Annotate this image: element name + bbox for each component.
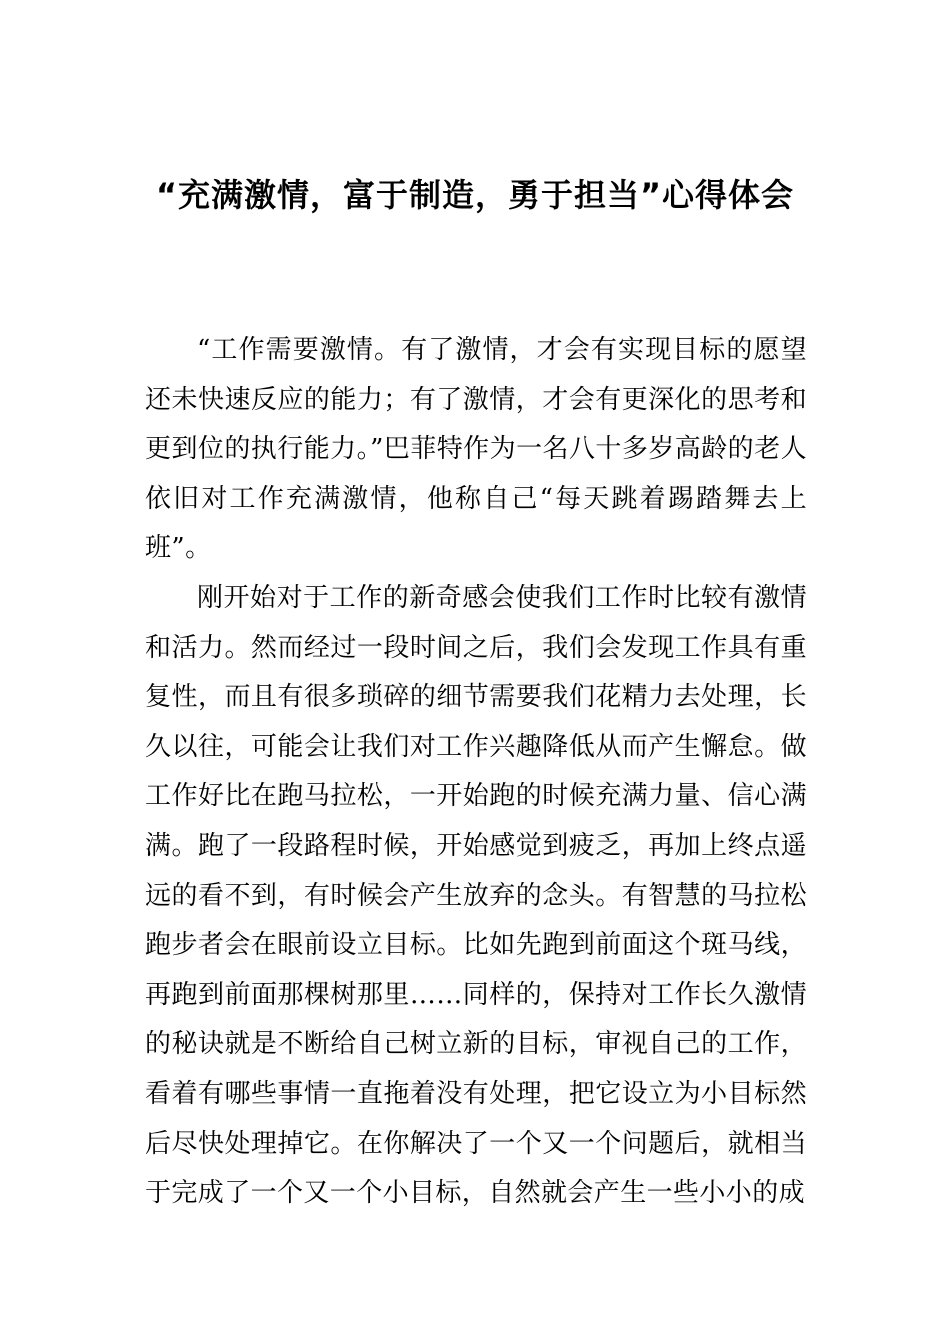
document-body	[145, 326, 807, 1219]
paragraph-2: 刚开始对于工作的新奇感会使我们工作时比较有激情和活力。然而经过一段时间之后，我们会发现工作具有重复性，而且有很多琐碎的细节需要我们花精力去处理，长久以往，可能会让我们对工作兴趣降低从而产生懈怠。做工作好比在跑马拉松，一开始跑的时候充满力量、信心满满。跑了一段路程时候，开始感觉到疲乏，再加上终点遥远的看不到，有时候会产生放弃的念头。有智慧的马拉松跑步者会在眼前设立目标。比如先跑到前面这个斑马线，再跑到前面那棵树那里……同样的，保持对工作长久激情的秘诀就是不断给自己树立新的目标，审视自己的工作，看着有哪些事情一直拖着没有处理，把它设立为小目标然后尽快处理掉它。在你解决了一个又一个问题后，就相当于完成了一个又一个小目标，自然就会产生一些小小的成	[145, 582, 807, 1209]
document-title: “充满激情，富于制造，勇于担当”心得体会	[155, 176, 795, 214]
paragraph-1: “工作需要激情。有了激情，才会有实现目标的愿望还未快速反应的能力；有了激情，才会有更深化的思考和更到位的执行能力。”巴菲特作为一名八十多岁高龄的老人依旧对工作充满激情，他称自己“每天跳着踢踏舞去上班”。	[145, 335, 807, 564]
